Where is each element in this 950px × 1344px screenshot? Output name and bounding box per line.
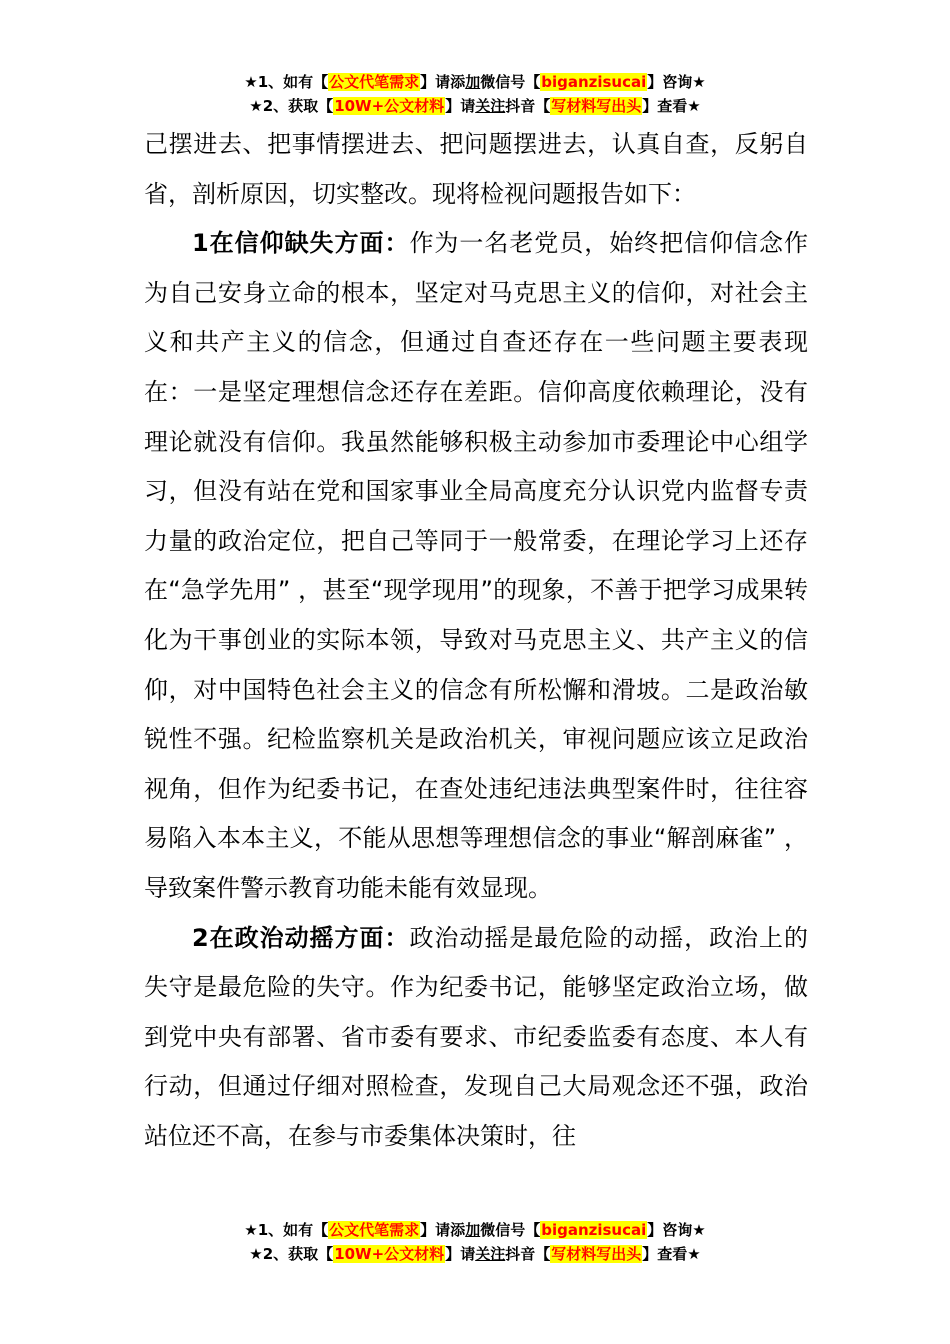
banner-text: 】请 bbox=[445, 97, 476, 115]
banner-text: 微信号【 bbox=[480, 1221, 541, 1239]
intro-paragraph: 己摆进去、把事情摆进去、把问题摆进去，认真自查，反躬自省，剖析原因，切实整改。现将检视问题报告如下： bbox=[144, 130, 808, 208]
banner-text: 微信号【 bbox=[480, 73, 541, 91]
banner-text: ★1、如有【 bbox=[244, 73, 329, 91]
highlight-text: 公文代笔需求 bbox=[329, 1221, 420, 1239]
highlight-text: 10W+公文材料 bbox=[334, 1245, 445, 1263]
banner-text: 】请 bbox=[445, 1245, 476, 1263]
banner-line-2 bbox=[0, 94, 950, 118]
wechat-id-highlight: biganzisucai bbox=[541, 73, 647, 91]
wechat-id-highlight: biganzisucai bbox=[541, 1221, 647, 1239]
section-1-paragraph bbox=[144, 219, 808, 913]
banner-line-1 bbox=[0, 1218, 950, 1242]
banner-text: 】咨询★ bbox=[647, 73, 706, 91]
underlined-text: 加 bbox=[465, 73, 481, 91]
header-banner bbox=[0, 70, 950, 118]
banner-text: 】咨询★ bbox=[647, 1221, 706, 1239]
banner-line-1 bbox=[0, 70, 950, 94]
banner-text: 抖音【 bbox=[505, 97, 551, 115]
banner-line-2 bbox=[0, 1242, 950, 1266]
section-1-heading: 1在信仰缺失方面： bbox=[192, 229, 410, 258]
douyin-id-highlight: 写材料写出头 bbox=[551, 97, 642, 115]
banner-text: 】请添 bbox=[420, 73, 466, 91]
section-2-paragraph bbox=[144, 914, 808, 1162]
banner-text: 】查看★ bbox=[642, 1245, 701, 1263]
banner-text: ★2、获取【 bbox=[249, 97, 334, 115]
document-body bbox=[144, 120, 808, 1161]
highlight-text: 10W+公文材料 bbox=[334, 97, 445, 115]
underlined-text: 关注 bbox=[475, 1245, 506, 1263]
banner-text: 】请添 bbox=[420, 1221, 466, 1239]
section-1-body: 作为一名老党员，始终把信仰信念作为自己安身立命的根本，坚定对马克思主义的信仰，对社会主义和共产主义的信念，但通过自查还存在一些问题主要表现在：一是坚定理想信念还存在差距。信仰高度依赖理论，没有理论就没有信仰。我虽然能够积极主动参加市委理论中心组学习，但没有站在党和国家事业全局高度充分认识党内监督专责力量的政治定位，把自己等同于一般常委，在理论学习上还存在“急学先用” ，甚至“现学现用”的现象，不善于把学习成果转化为干事创业的实际本领，导致对马克思主义、共产主义的信仰，对中国特色社会主义的信念有所松懈和滑坡。二是政治敏锐性不强。纪检监察机关是政治机关，审视问题应该立足政治视角，但作为纪委书记，在查处违纪违法典型案件时，往往容易陷入本本主义，不能从思想等理想信念的事业“解剖麻雀” ，导致案件警示教育功能未能有效显现。 bbox=[144, 229, 808, 902]
underlined-text: 加 bbox=[465, 1221, 481, 1239]
footer-banner bbox=[0, 1218, 950, 1266]
banner-text: ★2、获取【 bbox=[249, 1245, 334, 1263]
banner-text: 抖音【 bbox=[505, 1245, 551, 1263]
section-2-heading: 2在政治动摇方面： bbox=[192, 923, 410, 952]
douyin-id-highlight: 写材料写出头 bbox=[551, 1245, 642, 1263]
section-2-body: 政治动摇是最危险的动摇，政治上的失守是最危险的失守。作为纪委书记，能够坚定政治立场，做到党中央有部署、省市委有要求、市纪委监委有态度、本人有行动，但通过仔细对照检查，发现自己大局观念还不强，政治站位还不高，在参与市委集体决策时，往 bbox=[144, 923, 808, 1150]
banner-text: ★1、如有【 bbox=[244, 1221, 329, 1239]
banner-text: 】查看★ bbox=[642, 97, 701, 115]
underlined-text: 关注 bbox=[475, 97, 506, 115]
highlight-text: 公文代笔需求 bbox=[329, 73, 420, 91]
